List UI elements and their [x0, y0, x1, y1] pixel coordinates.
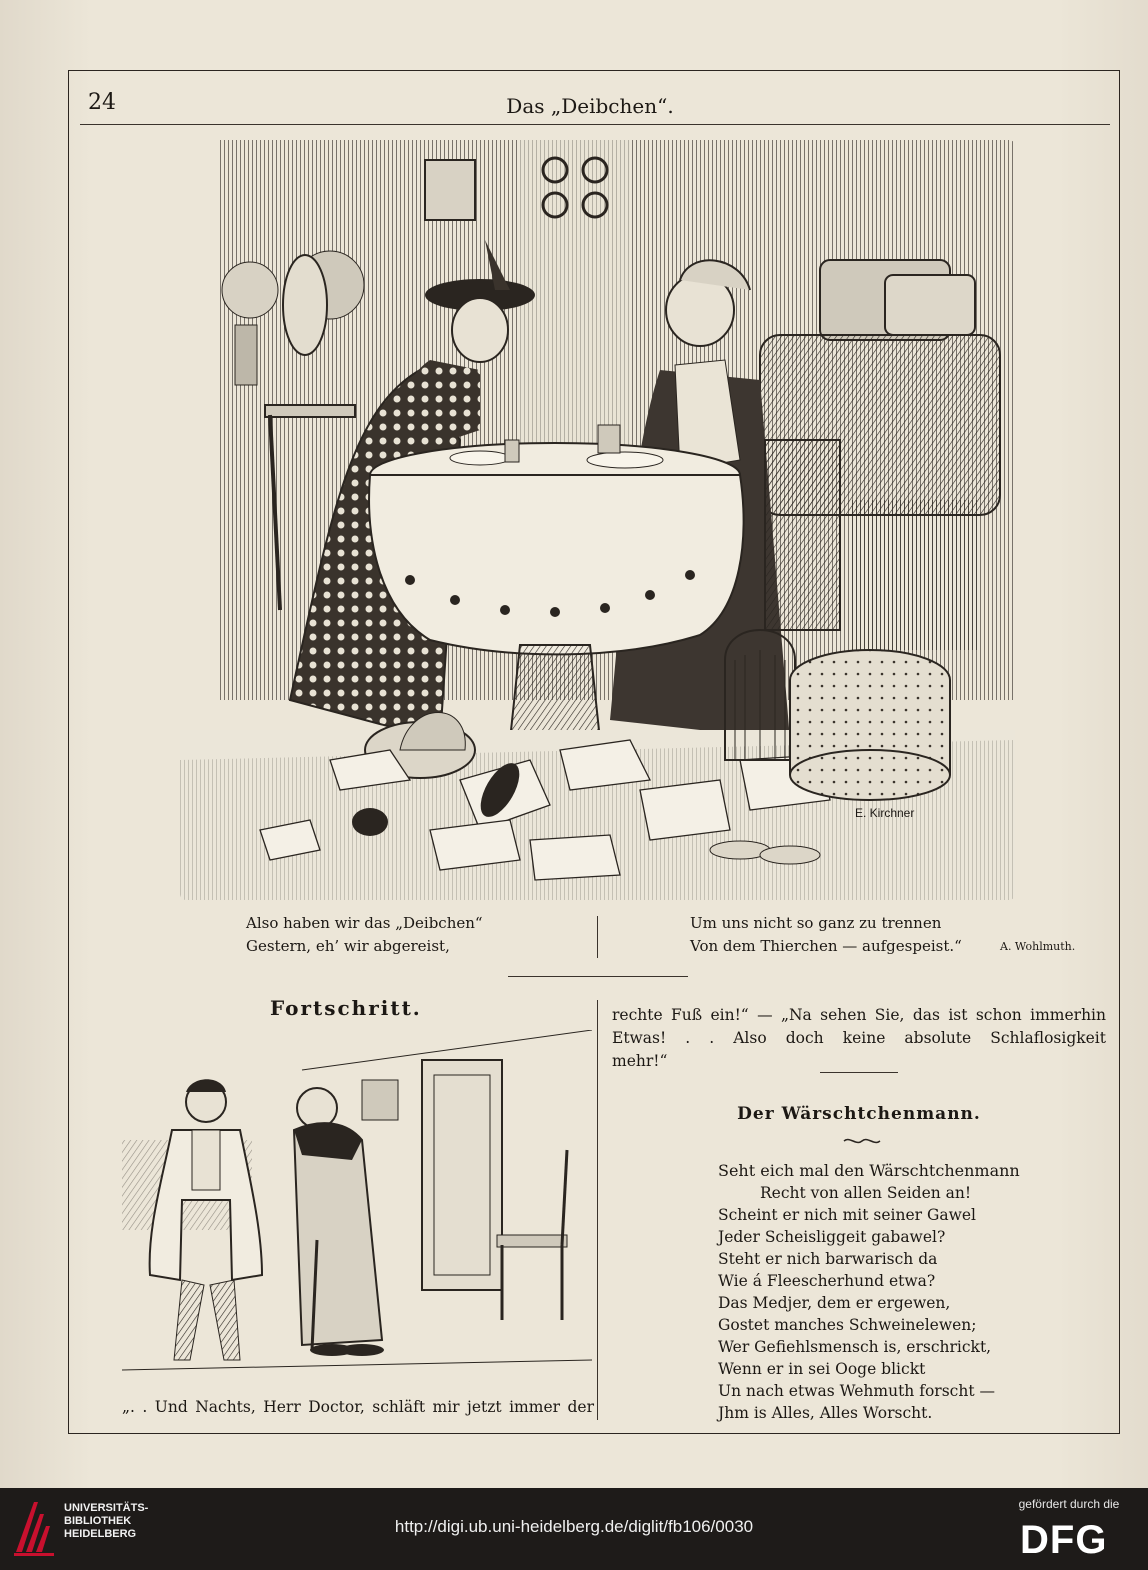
funded-by-label: gefördert durch die — [1018, 1497, 1120, 1511]
poem-line: Gostet manches Schweinelewen; — [718, 1316, 977, 1334]
library-line: HEIDELBERG — [64, 1528, 137, 1540]
page-number: 24 — [88, 90, 116, 115]
poem-line: Steht er nich barwarisch da — [718, 1250, 938, 1268]
text-line: Etwas! . . Also doch keine absolute Schlaflosigkeit — [612, 1029, 1106, 1047]
caption-line: Also haben wir das „Deibchen“ — [246, 914, 483, 932]
poem-line: Scheint er nich mit seiner Gawel — [718, 1206, 976, 1224]
poem-line: Wer Gefiehlsmensch is, erschrickt, — [718, 1338, 992, 1356]
article-text-right — [612, 1004, 1106, 1073]
section-rule — [508, 976, 688, 977]
poem-line: Jhm is Alles, Alles Worscht. — [718, 1404, 933, 1422]
column-divider — [597, 1000, 598, 1420]
poem-body — [718, 1160, 1048, 1424]
caption-right — [690, 912, 990, 958]
running-title: Das „Deibchen“. — [506, 94, 674, 118]
permalink-url[interactable]: http://digi.ub.uni-heidelberg.de/diglit/fb106/0030 — [394, 1517, 754, 1536]
article-text-left: „. . Und Nachts, Herr Doctor, schläft mir jetzt immer der — [122, 1398, 594, 1416]
poem-line: Wie á Fleescherhund etwa? — [718, 1272, 936, 1290]
caption-line: Von dem Thierchen — aufgespeist.“ — [690, 937, 962, 955]
poem-line: Un nach etwas Wehmuth forscht — — [718, 1382, 995, 1400]
poem-line: Wenn er in sei Ooge blickt — [718, 1360, 926, 1378]
caption-divider — [597, 916, 598, 958]
caption-line: Um uns nicht so ganz zu trennen — [690, 914, 942, 932]
library-line: BIBLIOTHEK — [64, 1515, 132, 1527]
caption-left — [246, 912, 576, 958]
poem-line: Jeder Scheisliggeit gabawel? — [718, 1228, 946, 1246]
caption-line: Gestern, eh’ wir abgereist, — [246, 937, 450, 955]
text-line: rechte Fuß ein!“ — „Na sehen Sie, das ist schon immerhin — [612, 1006, 1106, 1024]
dfg-logo[interactable]: DFG — [1020, 1518, 1108, 1562]
artist-signature: E. Kirchner — [855, 806, 915, 820]
text-line: mehr!“ — [612, 1052, 668, 1070]
poem-title: Der Wärschtchenmann. — [737, 1104, 981, 1124]
poem-line: Seht eich mal den Wärschtchenmann — [718, 1161, 1020, 1180]
article-title: Fortschritt. — [270, 996, 422, 1020]
main-illustration — [180, 140, 1015, 900]
poem-line: Das Medjer, dem er ergewen, — [718, 1294, 951, 1312]
ornament-icon — [842, 1136, 882, 1146]
caption-author: A. Wohlmuth. — [1000, 940, 1076, 953]
section-rule — [820, 1072, 898, 1073]
library-line: UNIVERSITÄTS- — [64, 1502, 149, 1514]
doctor-patient-illustration — [122, 1030, 592, 1375]
poem-line: Recht von allen Seiden an! — [760, 1184, 972, 1202]
header-rule — [80, 124, 1110, 125]
